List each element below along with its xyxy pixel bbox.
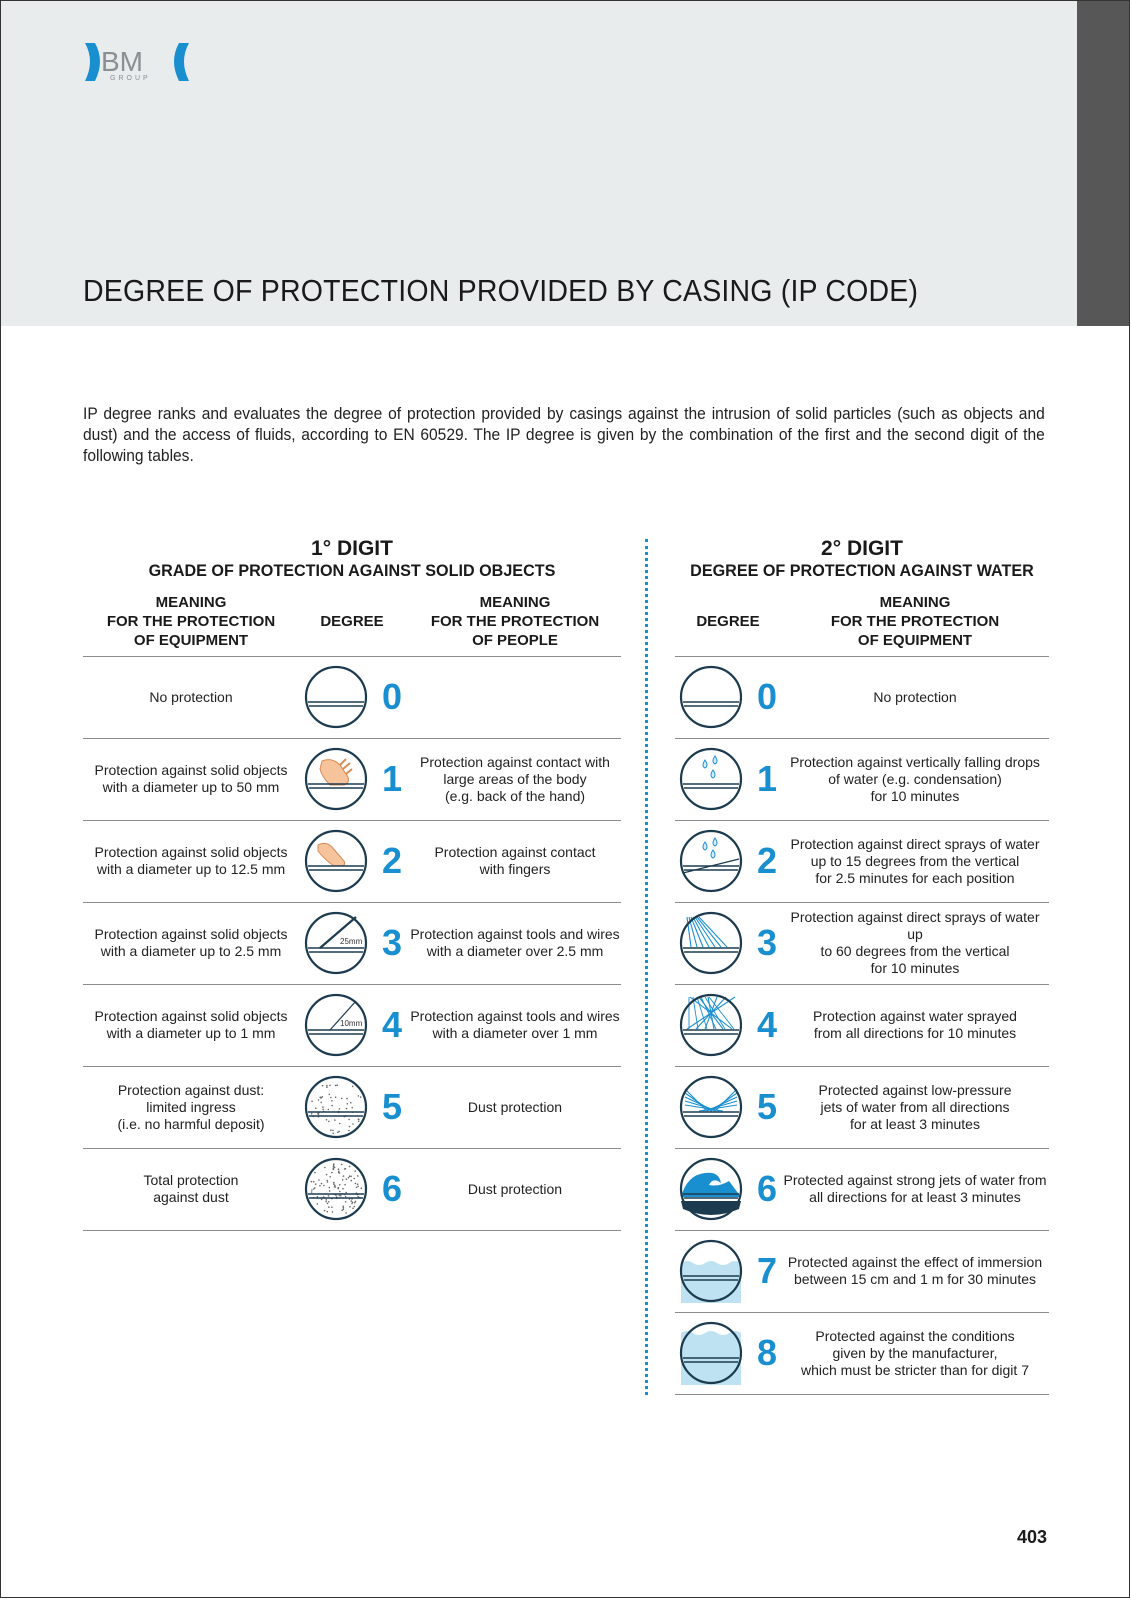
degree-number-1: 1 [381, 758, 403, 799]
bm-group-logo [83, 41, 193, 85]
equipment-meaning-2: Protection against solid objects with a diameter up to 12.5 mm [94, 844, 288, 877]
degree-number-6: 6 [381, 1168, 403, 1209]
people-meaning-2: Protection against contact with fingers [434, 844, 596, 877]
equipment-meaning-6: Total protection against dust [143, 1172, 239, 1205]
tool-2-5mm-icon [304, 911, 368, 975]
degree-number-4: 4 [381, 1004, 403, 1045]
people-meaning-3: Protection against tools and wires with a diameter over 2.5 mm [410, 926, 620, 959]
equipment-meaning-0: No protection [149, 688, 233, 705]
col-header-people-1: MEANING FOR THE PROTECTION OF PEOPLE [430, 594, 600, 649]
water-meaning-7: Protected against the effect of immersion between 15 cm and 1 m for 30 minutes [787, 1254, 1043, 1287]
degree-number-1: 1 [756, 758, 778, 799]
row-rule [83, 1230, 621, 1231]
equipment-meaning-3: Protection against solid objects with a diameter up to 2.5 mm [94, 926, 288, 959]
degree-number-0: 0 [381, 676, 403, 717]
first-digit-heading-block [83, 537, 621, 581]
spray-60-icon [679, 911, 743, 975]
col-header-equipment-2: MEANING FOR THE PROTECTION OF EQUIPMENT [830, 594, 1000, 649]
water-meaning-6: Protected against strong jets of water from all directions for at least 3 minutes [783, 1172, 1047, 1205]
second-digit-heading: 2° DIGIT [821, 537, 903, 560]
degree-number-5: 5 [381, 1086, 403, 1127]
logo-text: BM [101, 46, 143, 77]
hand-icon [304, 747, 368, 811]
tilted-drops-icon [679, 829, 743, 893]
svg-text:25mm: 25mm [340, 937, 363, 946]
first-digit-subheading: GRADE OF PROTECTION AGAINST SOLID OBJECTS [148, 561, 556, 580]
water-meaning-0: No protection [873, 688, 957, 705]
side-tab [1077, 1, 1130, 326]
finger-icon [304, 829, 368, 893]
row-rule [675, 1394, 1049, 1395]
dust-limited-icon [304, 1075, 368, 1139]
empty-circle-icon [679, 665, 743, 729]
first-digit-heading: 1° DIGIT [311, 537, 393, 560]
degree-number-3: 3 [381, 922, 403, 963]
spray-all-directions-icon [679, 993, 743, 1057]
water-meaning-1: Protection against vertically falling drops of water (e.g. condensation) for 10 minutes [790, 753, 1040, 804]
second-digit-heading-block [675, 537, 1049, 581]
low-pressure-jets-icon [679, 1075, 743, 1139]
water-meaning-2: Protection against direct sprays of water up to 15 degrees from the vertical for 2.5 minutes for each position [790, 835, 1040, 886]
wire-1mm-icon [304, 993, 368, 1057]
empty-circle-icon [304, 665, 368, 729]
degree-number-0: 0 [756, 676, 778, 717]
vertical-drops-icon [679, 747, 743, 811]
degree-number-6: 6 [756, 1168, 778, 1209]
people-meaning-0 [409, 656, 621, 738]
second-digit-subheading: DEGREE OF PROTECTION AGAINST WATER [690, 561, 1034, 580]
equipment-meaning-4: Protection against solid objects with a diameter up to 1 mm [94, 1008, 288, 1041]
people-meaning-5: Dust protection [467, 1098, 563, 1115]
col-header-degree-2: DEGREE [696, 613, 760, 630]
degree-number-2: 2 [756, 840, 778, 881]
equipment-meaning-1: Protection against solid objects with a diameter up to 50 mm [94, 762, 288, 795]
degree-number-8: 8 [756, 1332, 778, 1373]
water-meaning-5: Protected against low-pressure jets of water from all directions for at least 3 minutes [818, 1081, 1012, 1132]
deep-immersion-icon [679, 1321, 743, 1385]
column-divider [645, 539, 648, 1395]
logo-subtext: GROUP [110, 75, 151, 82]
degree-number-5: 5 [756, 1086, 778, 1127]
people-meaning-1: Protection against contact with large areas of the body (e.g. back of the hand) [420, 753, 610, 804]
wave-icon [679, 1157, 743, 1221]
dust-total-icon [304, 1157, 368, 1221]
degree-number-3: 3 [756, 922, 778, 963]
people-meaning-4: Protection against tools and wires with a diameter over 1 mm [410, 1008, 620, 1041]
degree-number-4: 4 [756, 1004, 778, 1045]
col-header-degree-1: DEGREE [320, 613, 384, 630]
water-meaning-4: Protection against water sprayed from all directions for 10 minutes [813, 1008, 1017, 1041]
svg-text:10mm: 10mm [340, 1019, 363, 1028]
equipment-meaning-5: Protection against dust: limited ingress (i.e. no harmful deposit) [117, 1081, 265, 1132]
degree-number-7: 7 [756, 1250, 778, 1291]
immersion-icon [679, 1239, 743, 1303]
degree-number-2: 2 [381, 840, 403, 881]
col-header-equipment-1: MEANING FOR THE PROTECTION OF EQUIPMENT [106, 594, 276, 649]
page-title: DEGREE OF PROTECTION PROVIDED BY CASING (IP CODE) [83, 273, 919, 308]
intro-paragraph: IP degree ranks and evaluates the degree of protection provided by casings against the intrusion of solid particles (such as objects and dust) and the access of fluids, according to EN 60529. The IP degree is given by the combination of the first and the second digit of the following tables. [83, 404, 1045, 465]
page-number: 403 [1017, 1527, 1048, 1547]
water-meaning-3: Protection against direct sprays of water up to 60 degrees from the vertical for 10 minutes [790, 909, 1040, 976]
water-meaning-8: Protected against the conditions given by the manufacturer, which must be stricter than for digit 7 [801, 1327, 1029, 1378]
people-meaning-6: Dust protection [467, 1180, 563, 1197]
